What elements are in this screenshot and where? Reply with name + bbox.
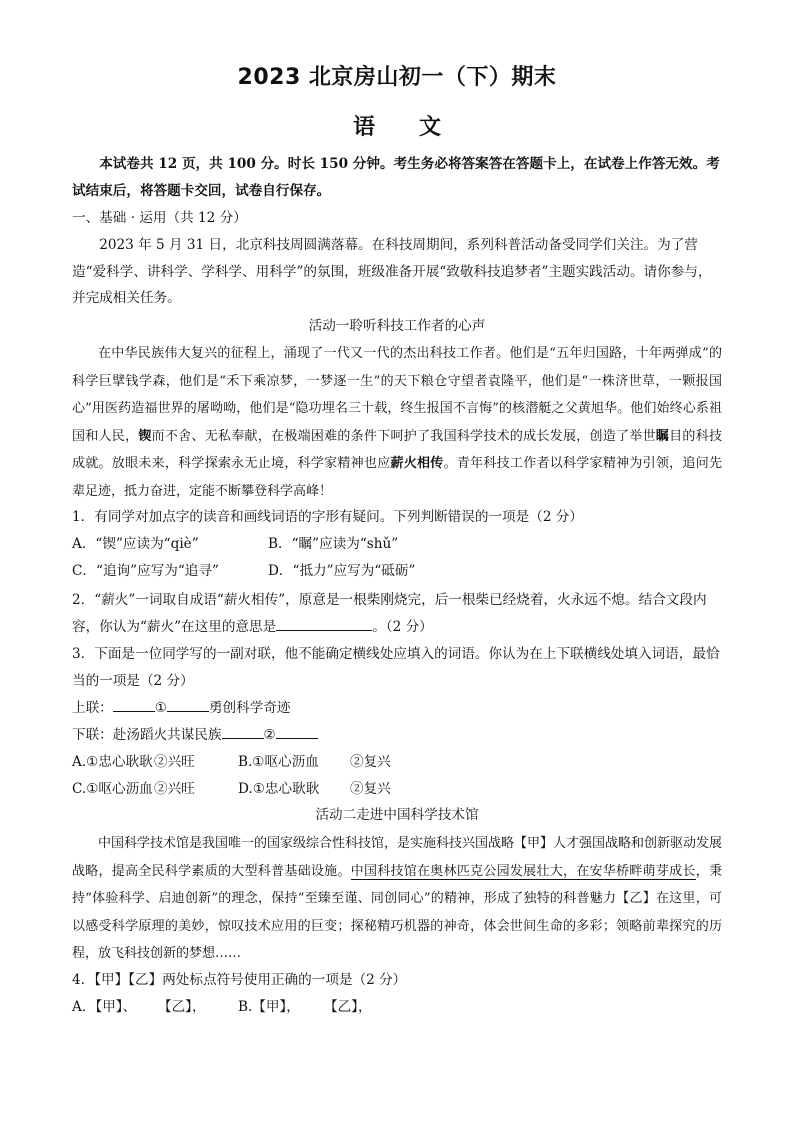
passage-text: 而不舍、无私奉献，在极端困难的条件下呵护了我国科学技术的成长发展，创造了举世 [151, 428, 656, 444]
couplet-upper-label: 上联： [72, 700, 113, 716]
term-xinhuo: 薪火相传 [390, 456, 444, 471]
blank-1[interactable] [113, 697, 155, 712]
couplet-lower [72, 722, 722, 749]
option-a: A.①忠心耿耿 [72, 754, 153, 770]
passage-text: ，秉持“体验科学、启迪创新”的理念，保持“至臻至谨、同创同心”的精神，形成了独特的科普魅力【乙】在这里，可以感受科学原理的美妙，惊叹技术应用的巨变；探秘精巧机器的神奇，体会世间生命的多彩；领略前辈探究的历程，放飞科技创新的梦想…… [72, 863, 722, 961]
underlined-sentence: 中国科技馆在奥林匹克公园发展壮大，在安华桥畔萌芽成长 [350, 863, 696, 879]
option-b-second: ②复兴 [350, 754, 391, 770]
exam-instructions: 本试卷共 12 页，共 100 分。时长 150 分钟。考生务必将答案答在答题卡上，在试卷上作答无效。考试结束后，将答题卡交回，试卷自行保存。 [72, 156, 720, 199]
question-1 [72, 504, 722, 585]
activity-2-passage [72, 830, 722, 968]
dotted-char-qie: 锲 [138, 428, 152, 444]
passage-text: 目的科技成就。放眼未来，科学探索永无止境，科学家精神也应 [72, 428, 722, 471]
section-1-lead: 2023 年 5 月 31 日，北京科技周圆满落幕。在科技周期间，系列科普活动备受同学们关注。为了营造“爱科学、讲科学、学科学、用科学”的氛围，班级准备开展“致敬科技追梦者”主题实践活动。请你参与，并完成相关任务。 [72, 237, 712, 306]
answer-blank[interactable] [276, 616, 372, 631]
term-dili: 抵力 [124, 483, 151, 499]
blank-2-mark: ② [263, 727, 276, 743]
passage-text: 奋进，定能不断攀登科学高峰！ [150, 483, 333, 499]
question-4-stem: 4．【甲】【乙】两处标点符号使用正确的一项是（2 分） [72, 972, 407, 988]
option-d: D.①忠心耿耿 [238, 781, 320, 797]
question-2-stem-end: 。（2 分） [372, 619, 433, 635]
page-title: 2023 北京房山初一（下）期末 [237, 65, 557, 90]
passage-text: 中国科学技术馆是我国唯一的国家级综合性科技馆，是实施科技兴国战略【甲】人才强国战略和创新驱动发展战略，提高全民科学素质的大型科普基础设施。 [72, 836, 723, 879]
option-b: B.①呕心沥血 [238, 754, 319, 770]
option-c: C．“追询”应写为“追寻” [72, 563, 219, 579]
blank-2-tail[interactable] [276, 724, 318, 739]
subject-char-1: 语 [352, 114, 375, 140]
question-3 [72, 641, 722, 803]
question-4-options-row-1 [72, 994, 722, 1021]
question-3-options-row-2 [72, 776, 722, 803]
blank-1-tail[interactable] [167, 697, 209, 712]
question-2-stem: 2．“薪火”一词取自成语“薪火相传”，原意是一根柴刚烧完，后一根柴已经烧着，火永远不熄。结合文段内容，你认为“薪火”在这里的意思是 [72, 592, 707, 635]
section-1-heading: 一、基础 · 运用（共 12 分） [72, 210, 247, 226]
question-1-options-row-1 [72, 531, 722, 558]
option-a: A．【甲】、 [72, 999, 137, 1015]
option-b: B.【甲】， [238, 999, 300, 1015]
question-1-stem: 1．有同学对加点字的读音和画线词语的字形有疑问。下列判断错误的一项是（2 分） [72, 509, 583, 525]
activity-1-heading: 活动一聆听科技工作者的心声 [308, 318, 486, 334]
activity-2-heading: 活动二走进中国科学技术馆 [315, 807, 479, 823]
option-b: B．“瞩”应读为“shǔ” [268, 536, 399, 552]
blank-2[interactable] [222, 724, 264, 739]
option-a-second: ②兴旺 [154, 754, 195, 770]
option-d: D．“抵力”应写为“砥砺” [268, 563, 416, 579]
passage-text: 。青年科技工作者以科学家精神为引领，追问先辈足迹， [72, 456, 722, 499]
couplet-upper [72, 695, 722, 722]
question-2 [72, 587, 722, 641]
option-a: A．“锲”应读为“qiè” [72, 536, 199, 552]
option-a-second: 【乙】， [158, 999, 206, 1015]
subject-char-2: 文 [419, 114, 442, 140]
activity-1-passage [72, 340, 722, 505]
option-c-second: ②兴旺 [154, 781, 195, 797]
question-3-stem: 3．下面是一位同学写的一副对联，他不能确定横线处应填入的词语。你认为在上下联横线处填入词语，最恰当的一项是（2 分） [72, 646, 720, 689]
passage-text: 在中华民族伟大复兴的征程上，涌现了一代又一代的杰出科技工作者。他们是“五年归国路，十年两弹成”的科学巨擘钱学森，他们是“禾下乘凉梦，一梦逐一生”的天下粮仓守望者袁隆平，他们是“一株济世草，一颗报国心”用医药造福世界的屠呦呦，他们是“隐功埋名三十载，终生报国不言悔”的核潜艇之父黄旭华。他们始终心系祖国和人民， [72, 346, 722, 444]
option-d-second: ②复兴 [350, 781, 391, 797]
option-b-second: 【乙】， [324, 999, 372, 1015]
question-1-options-row-2 [72, 558, 722, 585]
blank-1-mark: ① [154, 700, 167, 716]
option-c: C.①呕心沥血 [72, 781, 153, 797]
couplet-upper-tail: 勇创科学奇迹 [208, 700, 291, 716]
couplet-lower-text: 下联：赴汤蹈火共谋民族 [72, 727, 222, 743]
question-3-options-row-1 [72, 749, 722, 776]
dotted-char-zhu: 瞩 [655, 428, 670, 444]
subject-title [0, 110, 794, 141]
question-4 [72, 967, 722, 1021]
